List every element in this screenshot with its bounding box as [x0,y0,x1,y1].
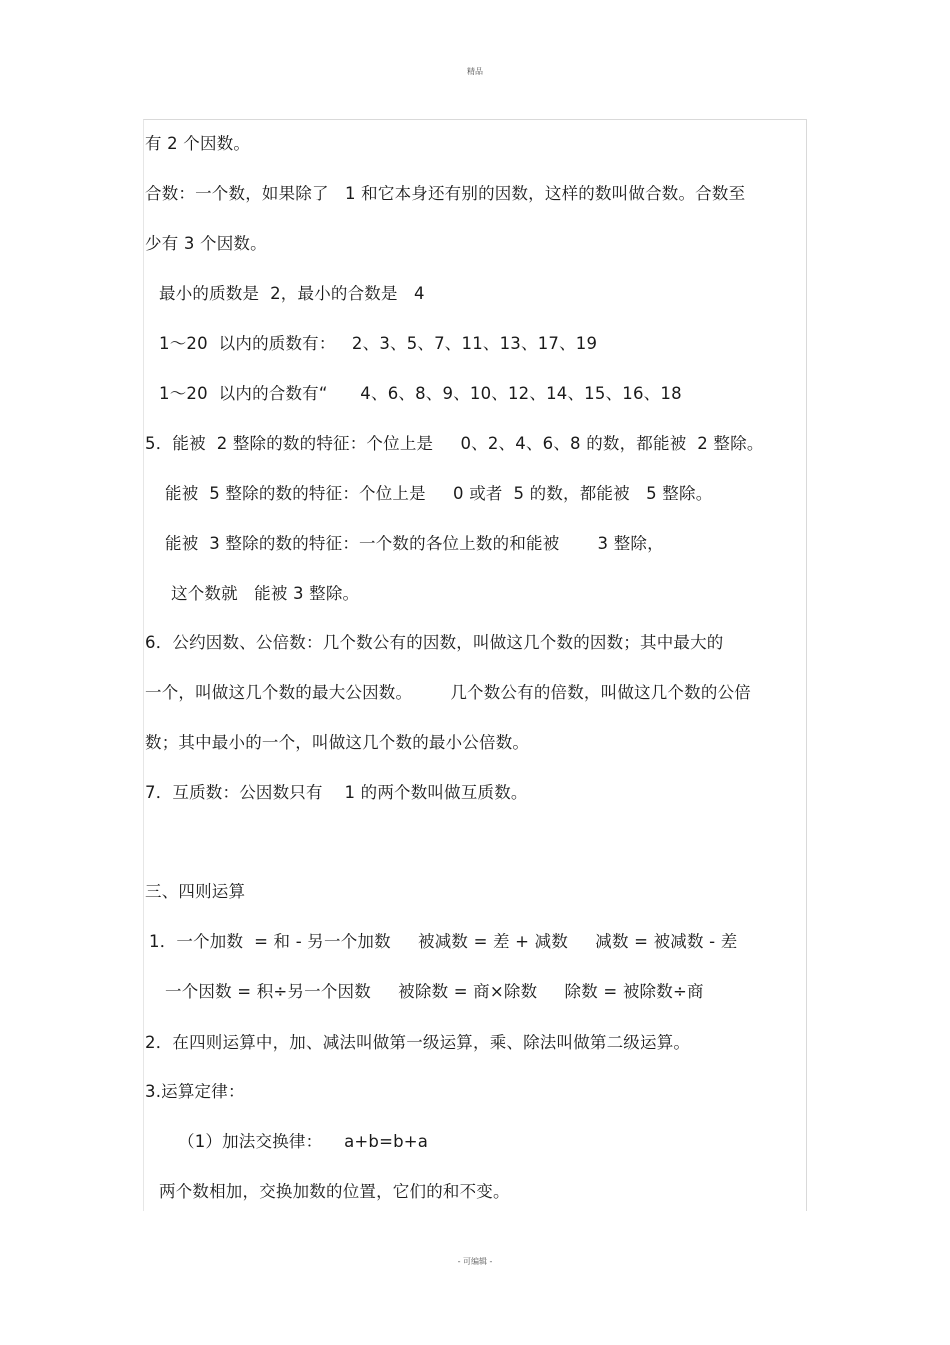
text-line-20: 两个数相加，交换加数的位置，它们的和不变。 [159,1182,510,1201]
text-line-16: 一个因数 = 积÷另一个因数 被除数 = 商×除数 除数 = 被除数÷商 [165,982,704,1001]
text-line-12: 一个，叫做这几个数的最大公因数。 几个数公有的倍数，叫做这几个数的公倍 [145,683,751,702]
text-line-11: 6．公约因数、公倍数：几个数公有的因数，叫做这几个数的因数；其中最大的 [145,633,724,652]
text-line-10: 这个数就 能被 3 整除。 [171,584,360,603]
text-line-4: 最小的质数是 2，最小的合数是 4 [159,284,425,303]
text-line-17: 2．在四则运算中，加、减法叫做第一级运算，乘、除法叫做第二级运算。 [145,1033,691,1052]
text-line-13: 数；其中最小的一个，叫做这几个数的最小公倍数。 [145,733,530,752]
text-line-15: 1．一个加数 = 和 - 另一个加数 被减数 = 差 + 减数 减数 = 被减数 - 差 [149,932,738,951]
text-line-18: 3.运算定律： [145,1082,245,1101]
text-line-5: 1～20 以内的质数有： 2、3、5、7、11、13、17、19 [159,334,598,353]
text-line-14: 7．互质数：公因数只有 1 的两个数叫做互质数。 [145,783,528,802]
text-line-8: 能被 5 整除的数的特征：个位上是 0 或者 5 的数，都能被 5 整除。 [165,484,713,503]
page-footer-mark: - 可编辑 - [457,1257,493,1266]
text-line-2: 合数：一个数，如果除了 1 和它本身还有别的因数，这样的数叫做合数。合数至 [145,184,746,203]
text-line-19: （1）加法交换律： a+b=b+a [178,1132,429,1151]
text-line-3: 少有 3 个因数。 [145,234,267,253]
page-header-mark: 精品 [467,67,483,76]
section-heading: 三、四则运算 [145,882,246,901]
text-line-9: 能被 3 整除的数的特征：一个数的各位上数的和能被 3 整除， [165,534,664,553]
text-line-1: 有 2 个因数。 [145,134,251,153]
text-line-7: 5．能被 2 整除的数的特征：个位上是 0、2、4、6、8 的数，都能被 2 整除。 [145,434,764,453]
text-line-6: 1～20 以内的合数有“ 4、6、8、9、10、12、14、15、16、18 [159,384,682,403]
